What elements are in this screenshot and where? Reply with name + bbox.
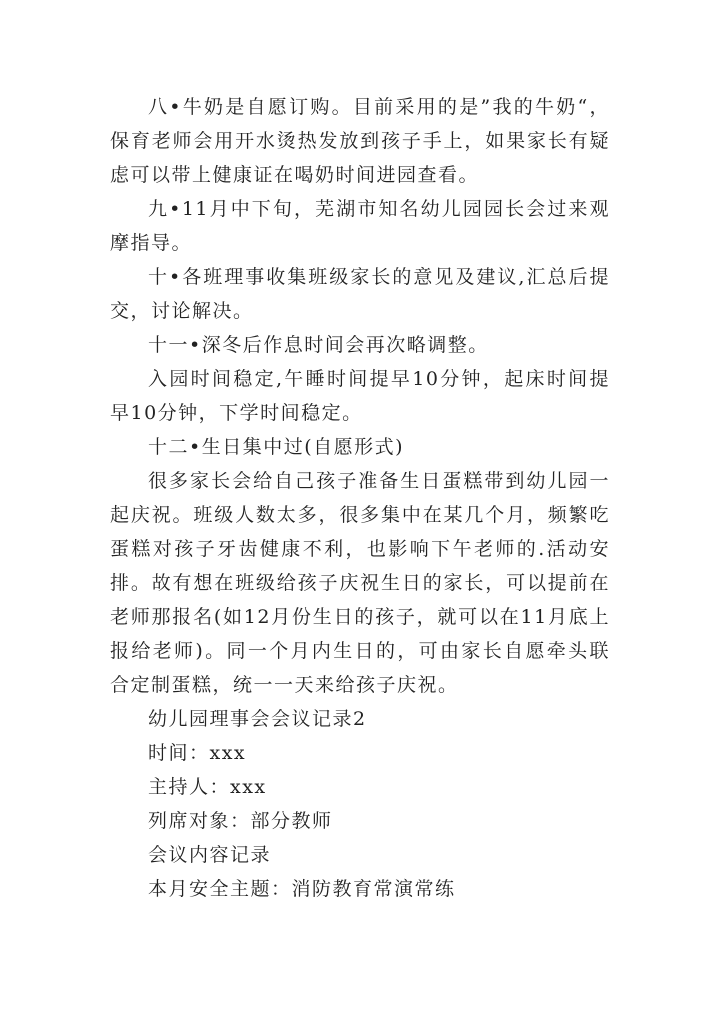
paragraph-record-title: 幼儿园理事会会议记录2 bbox=[148, 708, 367, 730]
paragraph-observation: 九•11月中下旬，芜湖市知名幼儿园园长会过来观摩指导。 bbox=[110, 198, 610, 254]
paragraph-birthday-detail: 很多家长会给自己孩子准备生日蛋糕带到幼儿园一起庆祝。班级人数太多，很多集中在某几个月，频繁吃蛋糕对孩子牙齿健康不利，也影响下午老师的.活动安排。故有想在班级给孩子庆祝生日的家长，可以提前在老师那报名(如12月份生日的孩子，就可以在11月底上报给老师)。同一个月内生日的，可由家长自愿牵头联合定制蛋糕，统一一天来给孩子庆祝。 bbox=[110, 470, 610, 696]
paragraph-schedule-adjust: 十一•深冬后作息时间会再次略调整。 bbox=[148, 334, 489, 356]
paragraph-safety-theme: 本月安全主题：消防教育常演常练 bbox=[148, 878, 456, 900]
paragraph-content-heading: 会议内容记录 bbox=[148, 844, 272, 866]
paragraph-milk: 八•牛奶是自愿订购。目前采用的是”我的牛奶“，保育老师会用开水烫热发放到孩子手上，如果家长有疑虑可以带上健康证在喝奶时间进园查看。 bbox=[110, 96, 610, 186]
paragraph-birthday-title: 十二•生日集中过(自愿形式) bbox=[148, 436, 405, 458]
paragraph-attendees: 列席对象：部分教师 bbox=[148, 810, 333, 832]
document-body bbox=[110, 90, 610, 906]
paragraph-opinions: 十•各班理事收集班级家长的意见及建议,汇总后提交，讨论解决。 bbox=[110, 266, 610, 322]
paragraph-host: 主持人：xxx bbox=[148, 776, 267, 798]
paragraph-schedule-detail: 入园时间稳定,午睡时间提早10分钟，起床时间提早10分钟，下学时间稳定。 bbox=[110, 368, 610, 424]
paragraph-time: 时间：xxx bbox=[148, 742, 247, 764]
